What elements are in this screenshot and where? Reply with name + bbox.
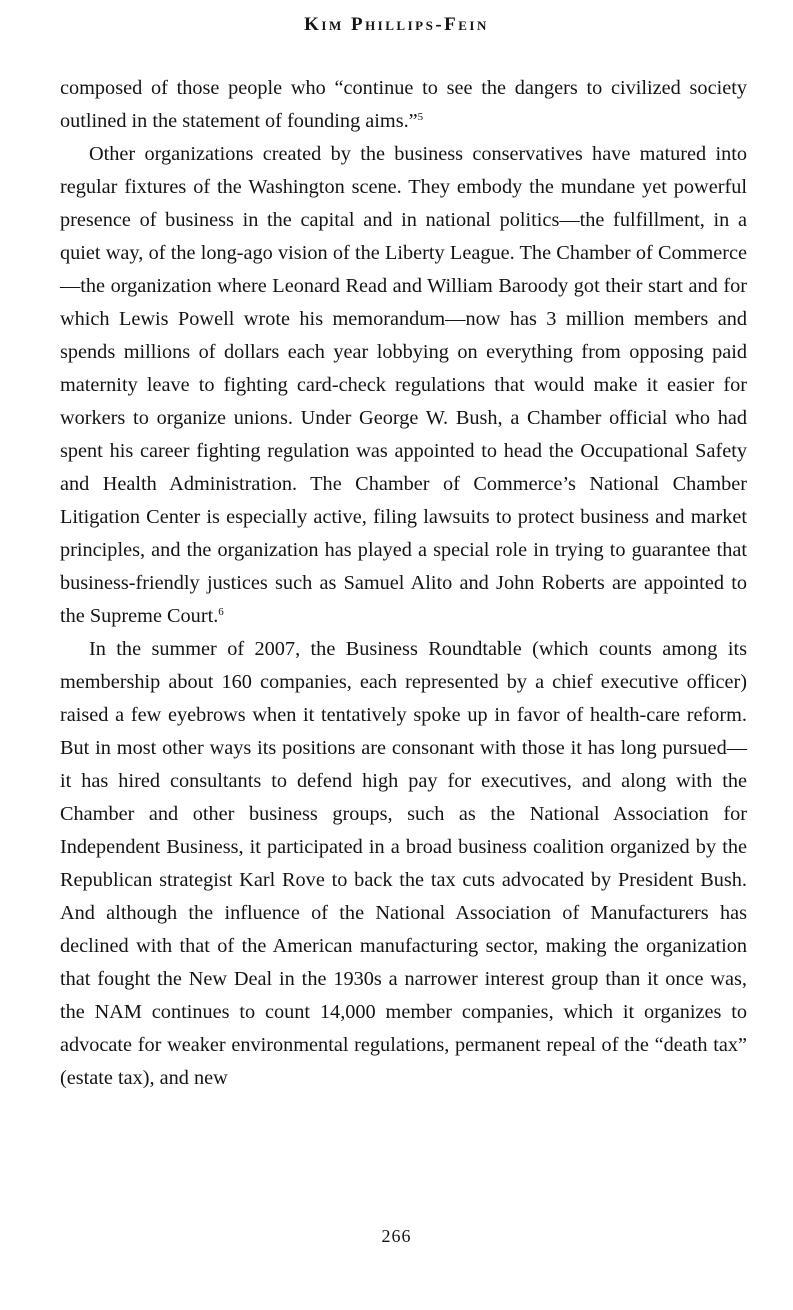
page-number: 266 (381, 1226, 412, 1246)
paragraph-3 (60, 633, 747, 1095)
paragraph-2-text: Other organizations created by the business conservatives have matured into regular fixtures of the Washington scene. They embody the mundane yet powerful presence of business in the capital and in national politics—the fulfillment, in a quiet way, of the long-ago vision of the Liberty League. The Chamber of Commerce—the organization where Leonard Read and William Baroody got their start and for which Lewis Powell wrote his memorandum—now has 3 million members and spends millions of dollars each year lobbying on everything from opposing paid maternity leave to fighting card-check regulations that would make it easier for workers to organize unions. Under George W. Bush, a Chamber official who had spent his career fighting regulation was appointed to head the Occupational Safety and Health Administration. The Chamber of Commerce’s National Chamber Litigation Center is especially active, filing lawsuits to protect business and market principles, and the organization has played a special role in trying to guarantee that business-friendly justices such as Samuel Alito and John Roberts are appointed to the Supreme Court. (60, 143, 747, 627)
footnote-marker-6: 6 (218, 606, 224, 618)
footnote-marker-5: 5 (417, 111, 424, 123)
running-head: Kim Phillips-Fein (304, 14, 489, 35)
body-text (60, 72, 747, 1095)
paragraph-1-text: composed of those people who “continue to see the dangers to civilized society outlined in the statement of founding aims.” (60, 77, 747, 132)
paragraph-3-text: In the summer of 2007, the Business Roundtable (which counts among its membership about 160 companies, each represented by a chief executive officer) raised a few eyebrows when it tentatively spoke up in favor of health-care reform. But in most other ways its positions are consonant with those it has long pursued—it has hired consultants to defend high pay for executives, and along with the Chamber and other business groups, such as the National Association for Independent Business, it participated in a broad business coalition organized by the Republican strategist Karl Rove to back the tax cuts advocated by President Bush. And although the influence of the National Association of Manufacturers has declined with that of the American manufacturing sector, making the organization that fought the New Deal in the 1930s a narrower interest group than it once was, the NAM continues to count 14,000 member companies, which it organizes to advocate for weaker environmental regulations, permanent repeal of the “death tax” (estate tax), and new (60, 638, 747, 1089)
paragraph-1 (60, 72, 747, 138)
paragraph-2 (60, 138, 747, 633)
